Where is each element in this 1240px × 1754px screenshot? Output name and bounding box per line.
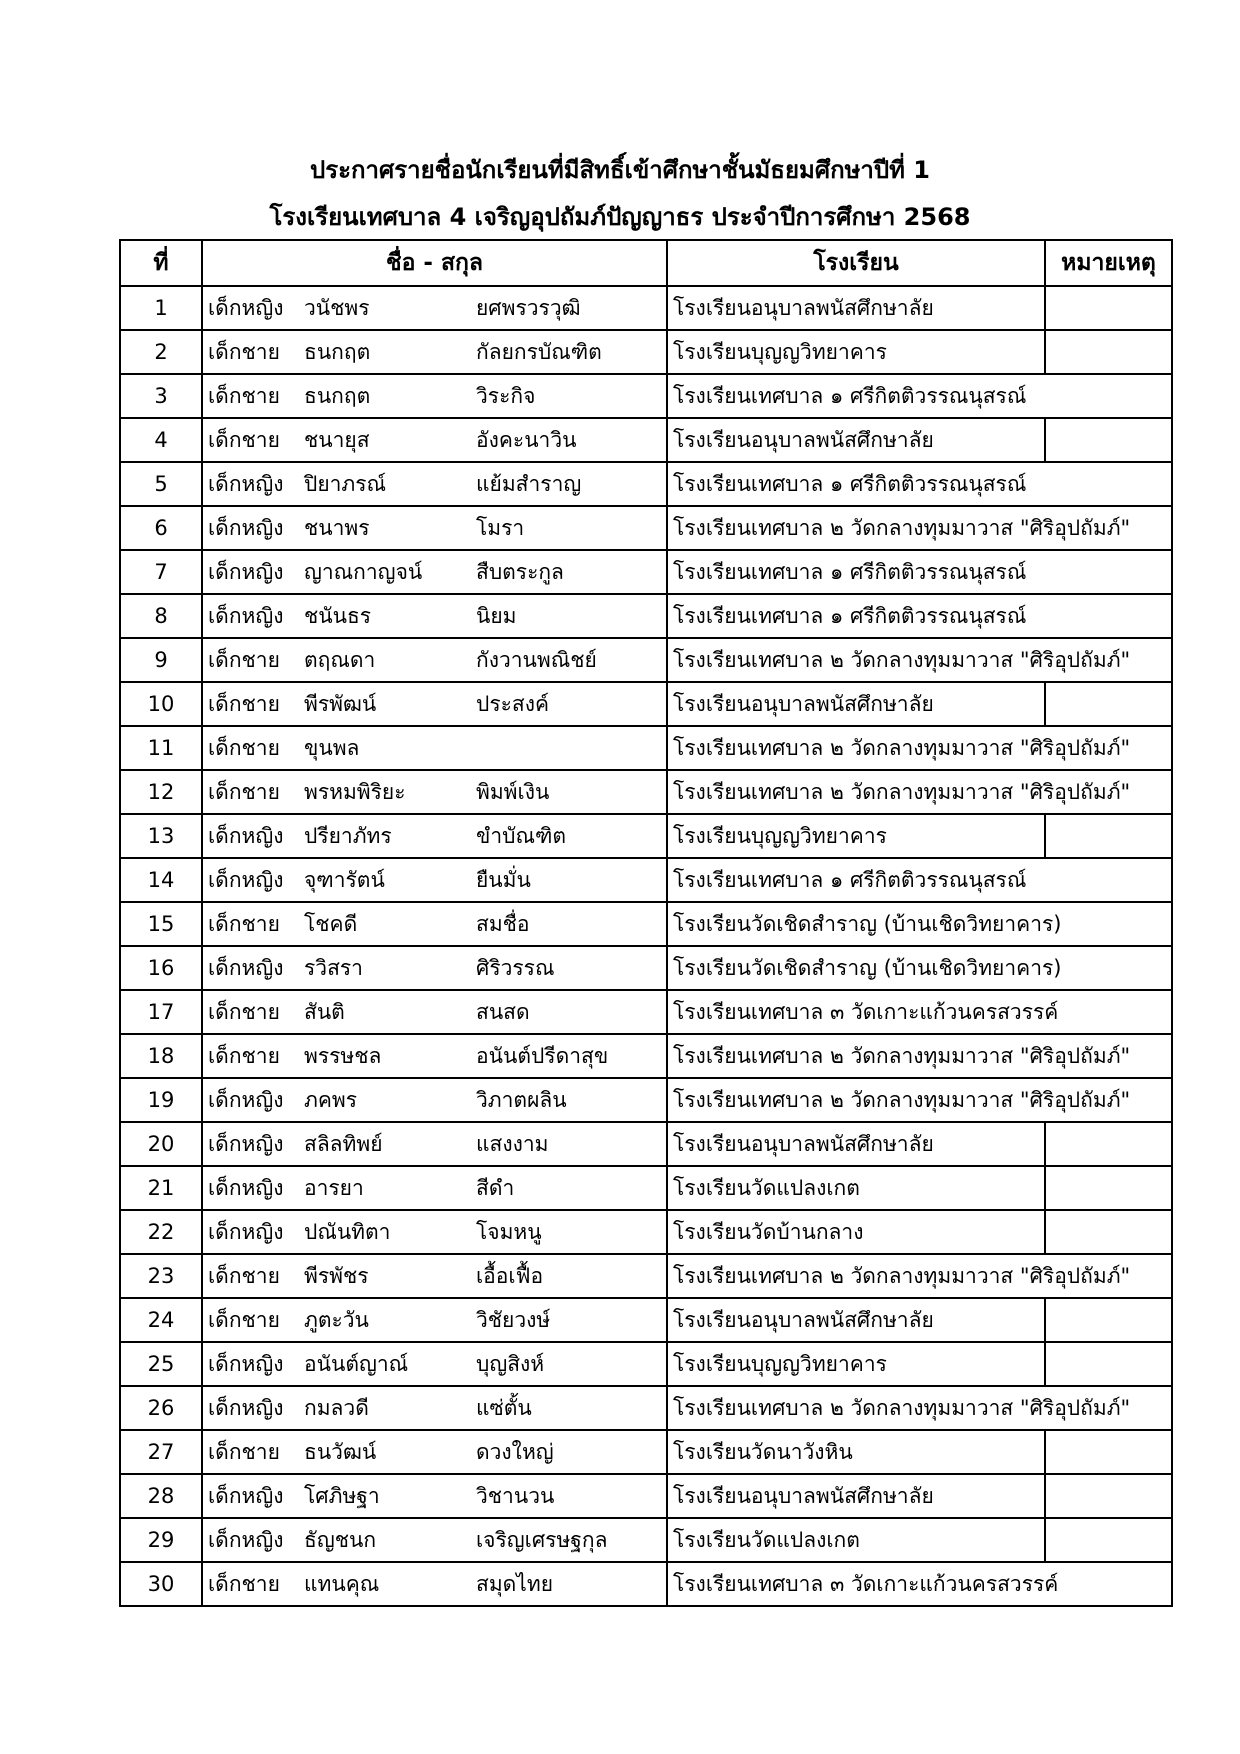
name-prefix: เด็กหญิง	[202, 462, 299, 506]
first-name: สลิลทิพย์	[299, 1122, 471, 1166]
note-cell	[1045, 1166, 1172, 1210]
table-row	[120, 902, 1172, 946]
row-number: 10	[120, 682, 202, 726]
table-header-row	[120, 240, 1172, 286]
school-name: โรงเรียนบุญญวิทยาคาร	[667, 1342, 1045, 1386]
school-name: โรงเรียนเทศบาล ๑ ศรีกิตติวรรณนุสรณ์	[667, 462, 1172, 506]
school-name: โรงเรียนอนุบาลพนัสศึกษาลัย	[667, 1298, 1045, 1342]
school-name: โรงเรียนเทศบาล ๒ วัดกลางทุมมาวาส "ศิริอุปถัมภ์"	[667, 1034, 1172, 1078]
table-row	[120, 638, 1172, 682]
table-row	[120, 550, 1172, 594]
last-name: ดวงใหญ่	[471, 1430, 667, 1474]
row-number: 21	[120, 1166, 202, 1210]
first-name: พีรพัชร	[299, 1254, 471, 1298]
note-cell	[1045, 286, 1172, 330]
school-name: โรงเรียนอนุบาลพนัสศึกษาลัย	[667, 1474, 1045, 1518]
student-roster-table	[119, 239, 1173, 1607]
first-name: ญาณกาญจน์	[299, 550, 471, 594]
school-name: โรงเรียนเทศบาล ๑ ศรีกิตติวรรณนุสรณ์	[667, 550, 1172, 594]
name-prefix: เด็กหญิง	[202, 946, 299, 990]
table-row	[120, 814, 1172, 858]
school-name: โรงเรียนวัดแปลงเกต	[667, 1166, 1045, 1210]
name-prefix: เด็กชาย	[202, 418, 299, 462]
header-school: โรงเรียน	[667, 240, 1045, 286]
name-prefix: เด็กชาย	[202, 1562, 299, 1606]
school-name: โรงเรียนอนุบาลพนัสศึกษาลัย	[667, 418, 1045, 462]
name-prefix: เด็กชาย	[202, 770, 299, 814]
name-prefix: เด็กชาย	[202, 638, 299, 682]
last-name: สนสด	[471, 990, 667, 1034]
row-number: 27	[120, 1430, 202, 1474]
table-row	[120, 946, 1172, 990]
note-cell	[1045, 682, 1172, 726]
document-title-line-2: โรงเรียนเทศบาล 4 เจริญอุปถัมภ์ปัญญาธร ประจำปีการศึกษา 2568	[269, 203, 971, 231]
row-number: 19	[120, 1078, 202, 1122]
table-row	[120, 1518, 1172, 1562]
name-prefix: เด็กชาย	[202, 330, 299, 374]
name-prefix: เด็กชาย	[202, 1254, 299, 1298]
last-name: สืบตระกูล	[471, 550, 667, 594]
table-row	[120, 682, 1172, 726]
first-name: โชคดี	[299, 902, 471, 946]
first-name: พรหมพิริยะ	[299, 770, 471, 814]
table-row	[120, 1342, 1172, 1386]
note-cell	[1045, 1474, 1172, 1518]
table-row	[120, 1166, 1172, 1210]
row-number: 9	[120, 638, 202, 682]
first-name: ธนกฤต	[299, 330, 471, 374]
table-row	[120, 1034, 1172, 1078]
table-row	[120, 418, 1172, 462]
row-number: 7	[120, 550, 202, 594]
row-number: 5	[120, 462, 202, 506]
school-name: โรงเรียนเทศบาล ๑ ศรีกิตติวรรณนุสรณ์	[667, 594, 1172, 638]
note-cell	[1045, 1122, 1172, 1166]
note-cell	[1045, 330, 1172, 374]
header-number: ที่	[120, 240, 202, 286]
first-name: โศภิษฐา	[299, 1474, 471, 1518]
row-number: 11	[120, 726, 202, 770]
row-number: 3	[120, 374, 202, 418]
table-row	[120, 1386, 1172, 1430]
first-name: ธนกฤต	[299, 374, 471, 418]
first-name: ภูตะวัน	[299, 1298, 471, 1342]
school-name: โรงเรียนเทศบาล ๒ วัดกลางทุมมาวาส "ศิริอุปถัมภ์"	[667, 1078, 1172, 1122]
name-prefix: เด็กหญิง	[202, 1166, 299, 1210]
school-name: โรงเรียนเทศบาล ๑ ศรีกิตติวรรณนุสรณ์	[667, 858, 1172, 902]
last-name: วิภาตผลิน	[471, 1078, 667, 1122]
last-name: โมรา	[471, 506, 667, 550]
last-name: อนันต์ปรีดาสุข	[471, 1034, 667, 1078]
name-prefix: เด็กชาย	[202, 374, 299, 418]
table-row	[120, 1474, 1172, 1518]
last-name: นิยม	[471, 594, 667, 638]
name-prefix: เด็กชาย	[202, 1034, 299, 1078]
last-name: สมุดไทย	[471, 1562, 667, 1606]
school-name: โรงเรียนเทศบาล ๒ วัดกลางทุมมาวาส "ศิริอุปถัมภ์"	[667, 1386, 1172, 1430]
name-prefix: เด็กหญิง	[202, 814, 299, 858]
table-row	[120, 726, 1172, 770]
first-name: อนันต์ญาณ์	[299, 1342, 471, 1386]
name-prefix: เด็กชาย	[202, 902, 299, 946]
table-row	[120, 1078, 1172, 1122]
last-name: พิมพ์เงิน	[471, 770, 667, 814]
table-row	[120, 594, 1172, 638]
row-number: 20	[120, 1122, 202, 1166]
name-prefix: เด็กหญิง	[202, 550, 299, 594]
school-name: โรงเรียนวัดแปลงเกต	[667, 1518, 1045, 1562]
first-name: ชนายุส	[299, 418, 471, 462]
school-name: โรงเรียนเทศบาล ๑ ศรีกิตติวรรณนุสรณ์	[667, 374, 1172, 418]
name-prefix: เด็กหญิง	[202, 1078, 299, 1122]
school-name: โรงเรียนวัดเชิดสำราญ (บ้านเชิดวิทยาคาร)	[667, 946, 1172, 990]
name-prefix: เด็กหญิง	[202, 594, 299, 638]
table-row	[120, 1430, 1172, 1474]
school-name: โรงเรียนวัดบ้านกลาง	[667, 1210, 1045, 1254]
header-note: หมายเหตุ	[1045, 240, 1172, 286]
last-name: แย้มสำราญ	[471, 462, 667, 506]
last-name: ยืนมั่น	[471, 858, 667, 902]
name-prefix: เด็กหญิง	[202, 1210, 299, 1254]
school-name: โรงเรียนอนุบาลพนัสศึกษาลัย	[667, 286, 1045, 330]
school-name: โรงเรียนเทศบาล ๒ วัดกลางทุมมาวาส "ศิริอุปถัมภ์"	[667, 1254, 1172, 1298]
school-name: โรงเรียนเทศบาล ๒ วัดกลางทุมมาวาส "ศิริอุปถัมภ์"	[667, 506, 1172, 550]
first-name: ธัญชนก	[299, 1518, 471, 1562]
row-number: 26	[120, 1386, 202, 1430]
note-cell	[1045, 1298, 1172, 1342]
table-row	[120, 1122, 1172, 1166]
note-cell	[1045, 1430, 1172, 1474]
table-row	[120, 1210, 1172, 1254]
first-name: รวิสรา	[299, 946, 471, 990]
table-row	[120, 506, 1172, 550]
first-name: ปรียาภัทร	[299, 814, 471, 858]
last-name: กังวานพณิชย์	[471, 638, 667, 682]
name-prefix: เด็กหญิง	[202, 286, 299, 330]
table-body	[120, 286, 1172, 1606]
row-number: 14	[120, 858, 202, 902]
row-number: 22	[120, 1210, 202, 1254]
first-name: ปณันทิตา	[299, 1210, 471, 1254]
first-name: ขุนพล	[299, 726, 471, 770]
name-prefix: เด็กหญิง	[202, 1342, 299, 1386]
school-name: โรงเรียนเทศบาล ๓ วัดเกาะแก้วนครสวรรค์	[667, 990, 1172, 1034]
table-row	[120, 286, 1172, 330]
last-name: แสงงาม	[471, 1122, 667, 1166]
last-name: เจริญเศรษฐกุล	[471, 1518, 667, 1562]
name-prefix: เด็กชาย	[202, 990, 299, 1034]
school-name: โรงเรียนอนุบาลพนัสศึกษาลัย	[667, 682, 1045, 726]
name-prefix: เด็กหญิง	[202, 1386, 299, 1430]
row-number: 13	[120, 814, 202, 858]
last-name: แซ่ตั้น	[471, 1386, 667, 1430]
last-name: ศิริวรรณ	[471, 946, 667, 990]
last-name: ประสงค์	[471, 682, 667, 726]
school-name: โรงเรียนวัดนาวังหิน	[667, 1430, 1045, 1474]
school-name: โรงเรียนเทศบาล ๒ วัดกลางทุมมาวาส "ศิริอุปถัมภ์"	[667, 770, 1172, 814]
last-name: สีดำ	[471, 1166, 667, 1210]
note-cell	[1045, 1210, 1172, 1254]
first-name: ภคพร	[299, 1078, 471, 1122]
row-number: 29	[120, 1518, 202, 1562]
note-cell	[1045, 814, 1172, 858]
school-name: โรงเรียนบุญญวิทยาคาร	[667, 330, 1045, 374]
table-row	[120, 374, 1172, 418]
table-row	[120, 330, 1172, 374]
last-name: วิชานวน	[471, 1474, 667, 1518]
first-name: กมลวดี	[299, 1386, 471, 1430]
document-title-line-1: ประกาศรายชื่อนักเรียนที่มีสิทธิ์เข้าศึกษาชั้นมัธยมศึกษาปีที่ 1	[309, 156, 930, 184]
row-number: 15	[120, 902, 202, 946]
last-name: โจมหนู	[471, 1210, 667, 1254]
table-row	[120, 770, 1172, 814]
name-prefix: เด็กหญิง	[202, 1474, 299, 1518]
last-name: ขำบัณฑิต	[471, 814, 667, 858]
name-prefix: เด็กชาย	[202, 682, 299, 726]
name-prefix: เด็กชาย	[202, 1430, 299, 1474]
first-name: จุฑารัตน์	[299, 858, 471, 902]
school-name: โรงเรียนเทศบาล ๒ วัดกลางทุมมาวาส "ศิริอุปถัมภ์"	[667, 726, 1172, 770]
row-number: 8	[120, 594, 202, 638]
first-name: อารยา	[299, 1166, 471, 1210]
table-row	[120, 462, 1172, 506]
row-number: 24	[120, 1298, 202, 1342]
table-row	[120, 1298, 1172, 1342]
first-name: วนัชพร	[299, 286, 471, 330]
note-cell	[1045, 1518, 1172, 1562]
first-name: สันติ	[299, 990, 471, 1034]
row-number: 6	[120, 506, 202, 550]
last-name: กัลยกรบัณฑิต	[471, 330, 667, 374]
row-number: 17	[120, 990, 202, 1034]
school-name: โรงเรียนบุญญวิทยาคาร	[667, 814, 1045, 858]
name-prefix: เด็กหญิง	[202, 858, 299, 902]
header-full-name: ชื่อ - สกุล	[202, 240, 667, 286]
school-name: โรงเรียนวัดเชิดสำราญ (บ้านเชิดวิทยาคาร)	[667, 902, 1172, 946]
table-row	[120, 990, 1172, 1034]
row-number: 25	[120, 1342, 202, 1386]
name-prefix: เด็กชาย	[202, 1298, 299, 1342]
last-name	[471, 726, 667, 770]
school-name: โรงเรียนเทศบาล ๓ วัดเกาะแก้วนครสวรรค์	[667, 1562, 1172, 1606]
last-name: วิระกิจ	[471, 374, 667, 418]
last-name: วิชัยวงษ์	[471, 1298, 667, 1342]
name-prefix: เด็กชาย	[202, 726, 299, 770]
first-name: พีรพัฒน์	[299, 682, 471, 726]
row-number: 18	[120, 1034, 202, 1078]
row-number: 30	[120, 1562, 202, 1606]
row-number: 4	[120, 418, 202, 462]
school-name: โรงเรียนอนุบาลพนัสศึกษาลัย	[667, 1122, 1045, 1166]
name-prefix: เด็กหญิง	[202, 1518, 299, 1562]
last-name: สมชื่อ	[471, 902, 667, 946]
row-number: 28	[120, 1474, 202, 1518]
row-number: 23	[120, 1254, 202, 1298]
note-cell	[1045, 418, 1172, 462]
first-name: พรรษชล	[299, 1034, 471, 1078]
row-number: 12	[120, 770, 202, 814]
first-name: แทนคุณ	[299, 1562, 471, 1606]
row-number: 2	[120, 330, 202, 374]
row-number: 16	[120, 946, 202, 990]
first-name: ธนวัฒน์	[299, 1430, 471, 1474]
last-name: อังคะนาวิน	[471, 418, 667, 462]
name-prefix: เด็กหญิง	[202, 506, 299, 550]
last-name: บุญสิงห์	[471, 1342, 667, 1386]
first-name: ชนาพร	[299, 506, 471, 550]
name-prefix: เด็กหญิง	[202, 1122, 299, 1166]
last-name: ยศพรวรวุฒิ	[471, 286, 667, 330]
school-name: โรงเรียนเทศบาล ๒ วัดกลางทุมมาวาส "ศิริอุปถัมภ์"	[667, 638, 1172, 682]
first-name: ปิยาภรณ์	[299, 462, 471, 506]
table-row	[120, 858, 1172, 902]
row-number: 1	[120, 286, 202, 330]
first-name: ชนันธร	[299, 594, 471, 638]
table-row	[120, 1562, 1172, 1606]
last-name: เอื้อเฟื้อ	[471, 1254, 667, 1298]
table-row	[120, 1254, 1172, 1298]
first-name: ตฤณดา	[299, 638, 471, 682]
note-cell	[1045, 1342, 1172, 1386]
